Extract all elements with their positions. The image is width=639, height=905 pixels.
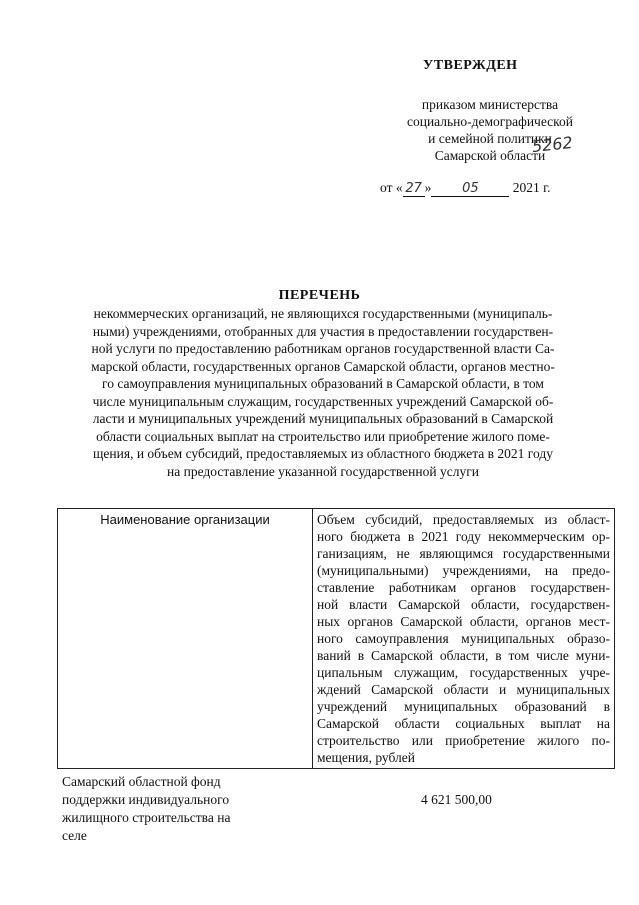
- list-description-line: ной услуги по предоставлению работникам органов государственной власти Са-: [91, 341, 555, 356]
- list-description-line: марской области, государственных органов Самарской области, органов местно-: [91, 358, 555, 374]
- subsidy-table: [57, 508, 615, 769]
- order-number-handwritten: 5262: [531, 132, 574, 157]
- organization-name-line: поддержки индивидуального: [62, 792, 230, 807]
- date-mid: »: [424, 180, 432, 195]
- header-amount-line: ждений Самарской области и муниципальных: [317, 682, 610, 697]
- header-amount-line: Самарской области социальных выплат на: [317, 716, 610, 731]
- header-amount-line: ных органов Самарской области, органов мест-: [317, 614, 610, 629]
- table-row-amount: 4 621 500,00: [421, 792, 492, 807]
- header-subsidy-amount: [313, 509, 615, 769]
- header-amount-line: ганизациям, не являющимся государственными: [317, 546, 610, 561]
- list-description-line: ласти и муниципальных учреждений муниципальных образований в Самарской: [92, 411, 554, 426]
- header-amount-line: строительство или приобретение жилого по-: [317, 733, 610, 748]
- header-organization-name: Наименование организации: [58, 509, 313, 769]
- list-description-line: на предоставление указанной государственной услуги: [167, 463, 479, 479]
- header-amount-line: Объем субсидий, предоставляемых из област-: [317, 512, 610, 527]
- approval-line: социально-демографической: [406, 114, 574, 129]
- header-amount-line: ного самоуправления муниципальных образо-: [317, 631, 610, 646]
- date-suffix: 2021 г.: [512, 180, 551, 195]
- approval-line: и семейной политики: [428, 131, 552, 146]
- list-description-line: го самоуправления муниципальных образований в Самарской области, в том: [102, 376, 544, 391]
- approved-title: УТВЕРЖДЕН: [423, 58, 518, 73]
- list-description-line: щения, и объем субсидий, предоставляемых из областного бюджета в 2021 году: [93, 446, 553, 461]
- order-date: [380, 180, 551, 197]
- approval-line: приказом министерства: [421, 97, 559, 112]
- approval-line: Самарской области: [434, 148, 546, 163]
- date-month: 05: [431, 181, 509, 197]
- list-description-line: ными) учреждениями, отобранных для участия в предоставлении государствен-: [92, 323, 554, 339]
- header-amount-line: ной власти Самарской области, государствен-: [317, 597, 610, 612]
- list-description-line: некоммерческих организаций, не являющихся государственными (муниципаль-: [93, 306, 553, 321]
- header-amount-line: учреждений муниципальных образований в: [317, 699, 610, 714]
- list-title: ПЕРЕЧЕНЬ: [278, 288, 361, 303]
- date-day: 27: [403, 181, 425, 197]
- header-amount-line: мещения, рублей: [317, 750, 415, 765]
- table-row-organization: [62, 773, 272, 845]
- list-description-line: области социальных выплат на строительство или приобретение жилого поме-: [96, 428, 550, 444]
- list-description: [58, 305, 588, 480]
- organization-name-line: селе: [62, 828, 87, 843]
- approval-lines: [390, 96, 590, 164]
- header-amount-line: ципальным служащим, государственных учре-: [317, 665, 610, 680]
- date-prefix: от «: [380, 180, 403, 195]
- table-header-row: [58, 509, 615, 769]
- header-amount-line: (муниципальными) учреждениями, на предо-: [317, 563, 610, 578]
- list-description-line: числе муниципальным служащим, государственных учреждений Самарской об-: [92, 393, 554, 409]
- organization-name-line: Самарский областной фонд: [62, 774, 221, 789]
- organization-name-line: жилищного строительства на: [62, 810, 231, 825]
- header-amount-line: ного бюджета в 2021 году некоммерческим ор-: [317, 529, 610, 544]
- header-amount-line: ставление работникам органов государствен-: [317, 580, 610, 595]
- header-amount-line: ваний в Самарской области, в том числе муни-: [317, 648, 610, 663]
